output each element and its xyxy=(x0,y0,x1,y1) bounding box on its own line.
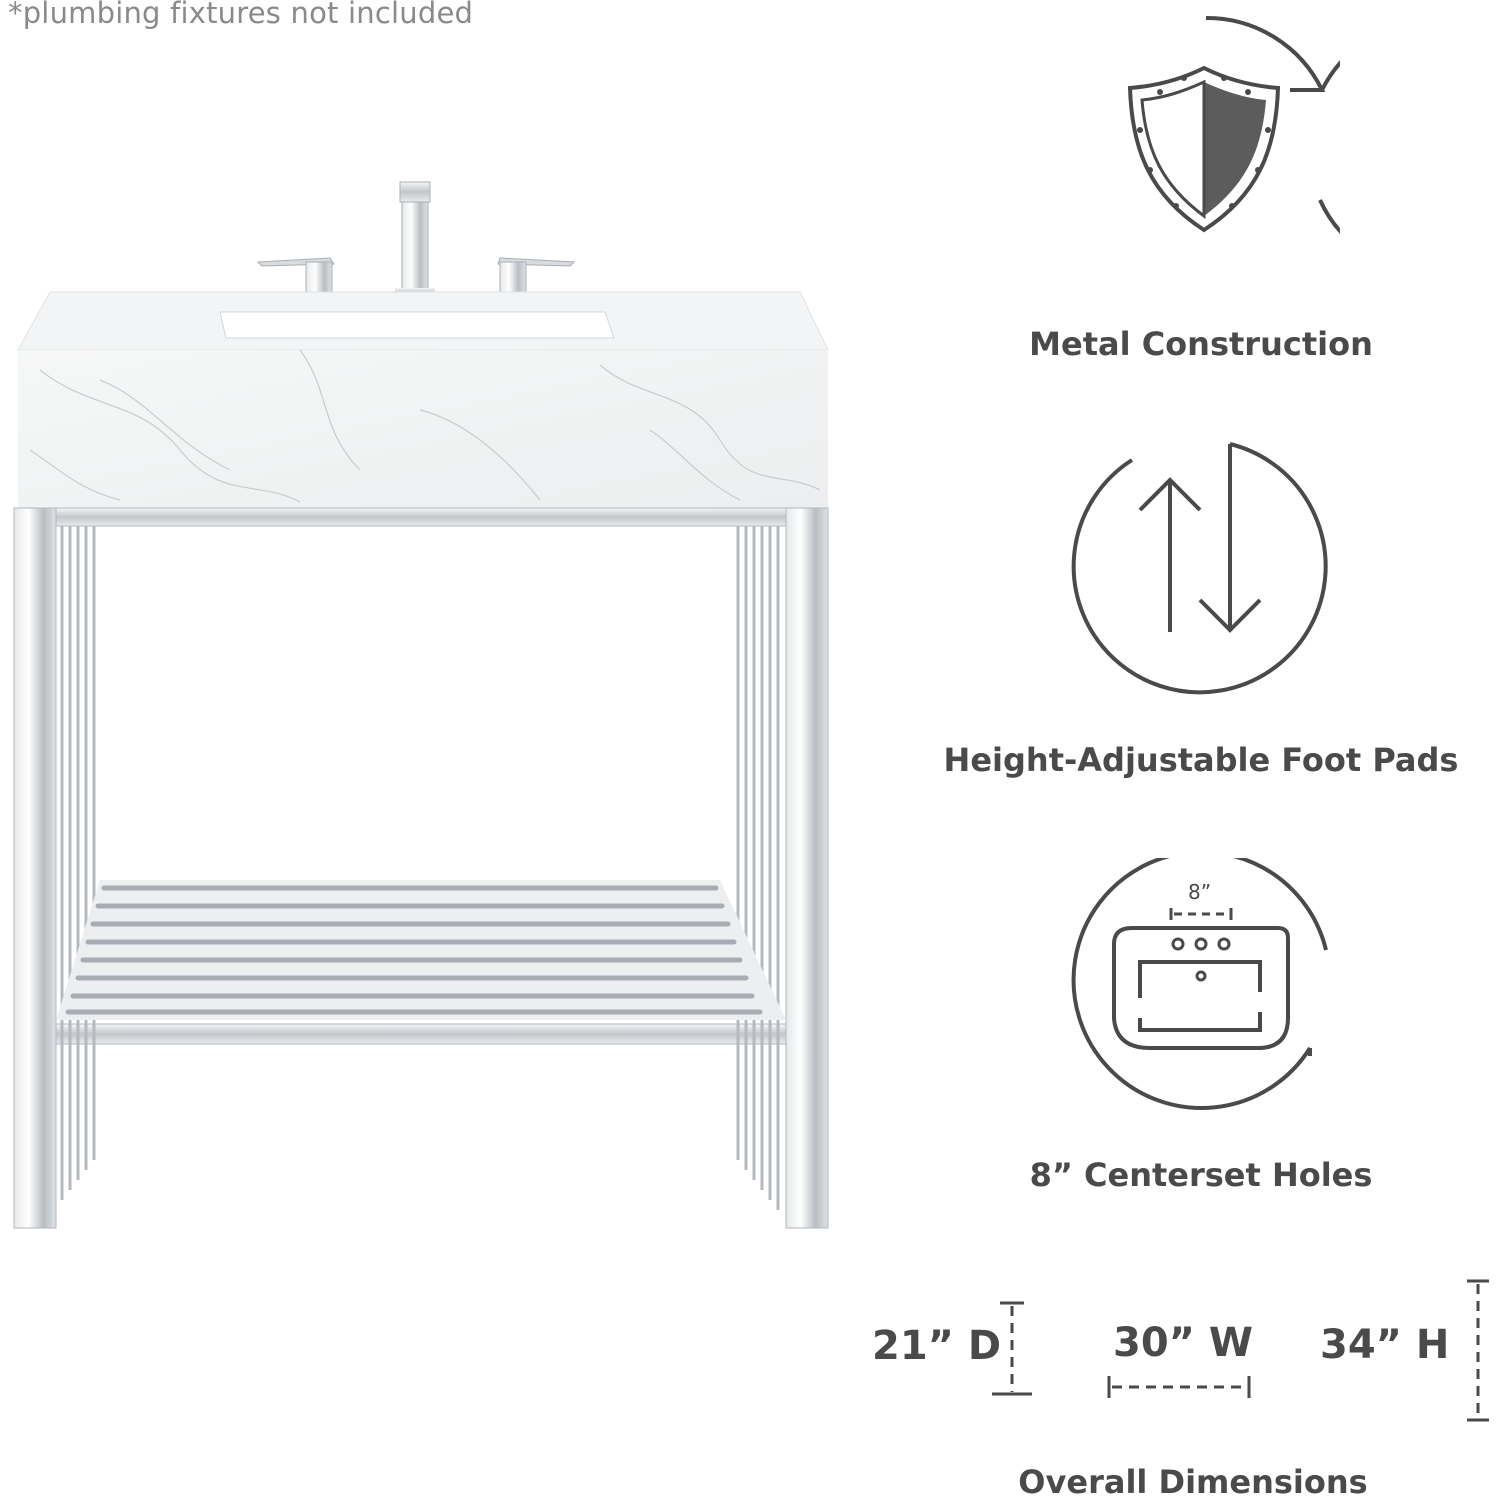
height-dimension-marker xyxy=(1464,1278,1492,1424)
shield-icon xyxy=(1070,10,1340,280)
depth-dimension: 21” D xyxy=(872,1323,1002,1369)
marble-countertop xyxy=(18,292,828,508)
vanity-product-image xyxy=(0,150,850,1250)
depth-dimension-marker xyxy=(990,1300,1034,1398)
overall-dimensions-caption: Overall Dimensions xyxy=(1018,1463,1368,1501)
plumbing-note: *plumbing fixtures not included xyxy=(8,0,474,30)
slatted-shelf xyxy=(56,880,786,1020)
feature-label-foot-pads: Height-Adjustable Foot Pads xyxy=(943,741,1459,779)
up-down-arrows-icon xyxy=(1070,440,1340,700)
faucet xyxy=(258,182,574,300)
height-dimension: 34” H xyxy=(1320,1322,1450,1368)
width-dimension-marker xyxy=(1106,1374,1252,1400)
feature-label-metal-construction: Metal Construction xyxy=(1029,325,1373,363)
width-dimension: 30” W xyxy=(1113,1320,1253,1366)
feature-label-centerset-holes: 8” Centerset Holes xyxy=(1029,1156,1373,1194)
steel-frame xyxy=(14,508,828,1228)
centerset-size-label: 8” xyxy=(1188,880,1212,904)
